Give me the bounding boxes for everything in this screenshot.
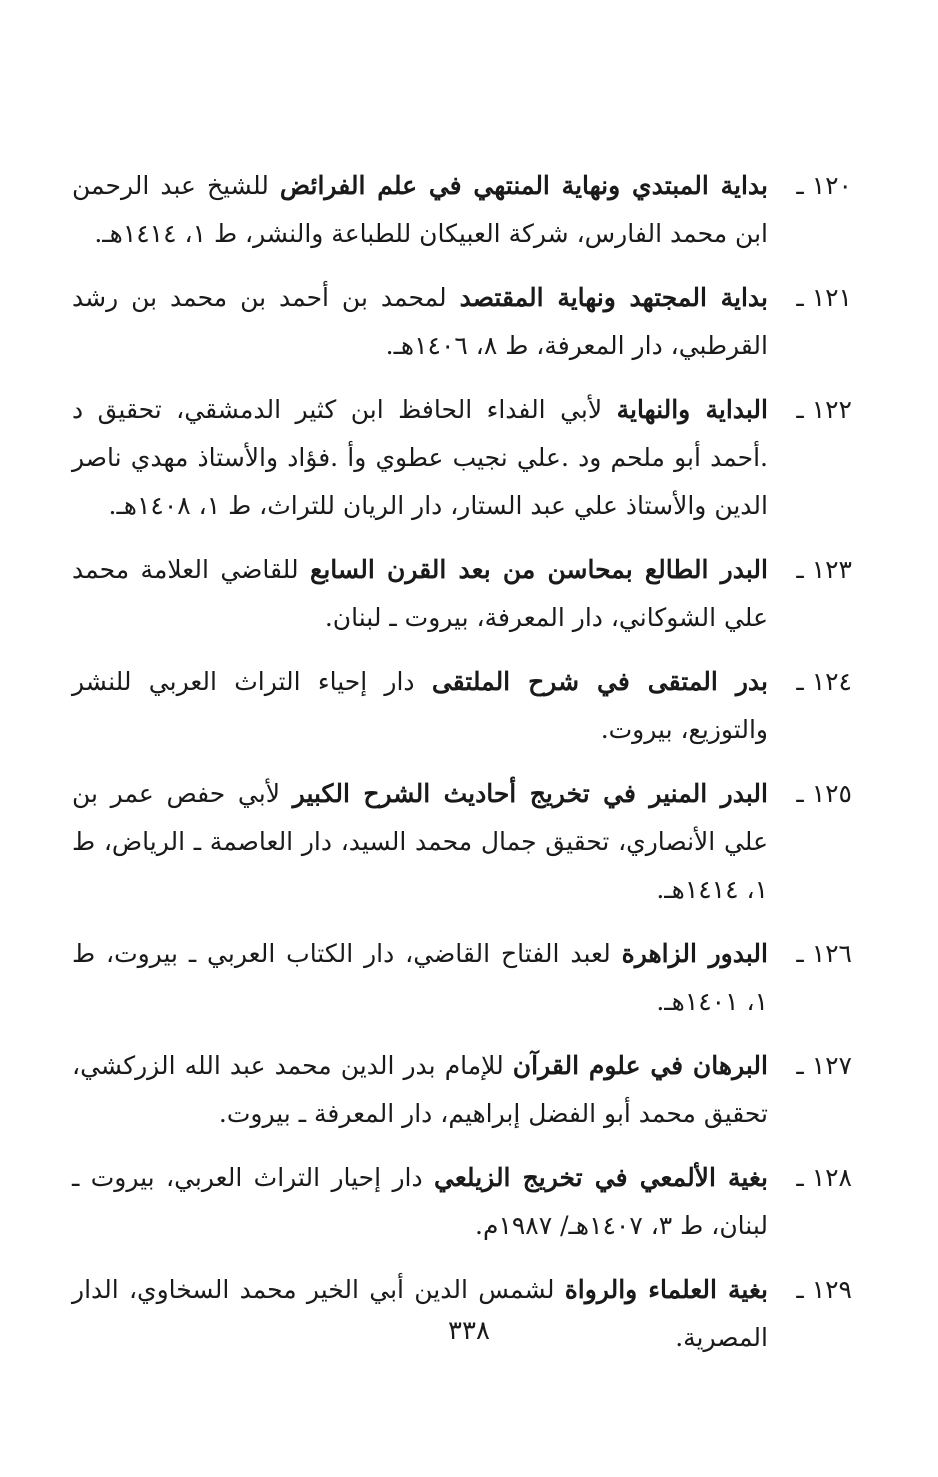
entry-body [72,1042,768,1138]
entry-number: ١٢٤ ـ [796,667,852,696]
entry-title: بغية الألمعي في تخريج الزيلعي [434,1163,768,1192]
entry-body [72,1154,768,1250]
entry-text: للإمام بدر الدين محمد عبد الله الزركشي، تحقيق محمد أبو الفضل إبراهيم، دار المعرفة ـ بيروت. [72,1051,768,1128]
bibliography-list [72,162,852,1378]
entry-body [72,930,768,1026]
bibliography-entry [72,274,852,370]
entry-body [72,546,768,642]
bibliography-entry [72,1042,852,1138]
page-number: ٣٣٨ [448,1316,490,1346]
entry-body [72,162,768,258]
entry-text: دار إحياء التراث العربي للنشر والتوزيع، بيروت. [72,667,768,744]
entry-body [72,386,768,530]
entry-number: ١٢٧ ـ [796,1051,852,1080]
entry-text: للشيخ عبد الرحمن ابن محمد الفارس، شركة العبيكان للطباعة والنشر، ط ١، ١٤١٤هـ. [72,171,768,248]
entry-number: ١٢١ ـ [796,283,852,312]
entry-text: للقاضي العلامة محمد علي الشوكاني، دار المعرفة، بيروت ـ لبنان. [72,555,768,632]
entry-text: لشمس الدين أبي الخير محمد السخاوي، الدار المصرية. [72,1275,768,1352]
bibliography-entry [72,770,852,914]
entry-title: البدر المنير في تخريج أحاديث الشرح الكبير [292,779,768,808]
entry-body [72,658,768,754]
entry-text: لمحمد بن أحمد بن محمد بن رشد القرطبي، دار المعرفة، ط ٨، ١٤٠٦هـ. [72,283,768,360]
entry-number: ١٢٥ ـ [796,779,852,808]
entry-title: بدر المتقى في شرح الملتقى [431,667,768,696]
entry-text: لعبد الفتاح القاضي، دار الكتاب العربي ـ بيروت، ط ١، ١٤٠١هـ. [72,939,768,1016]
entry-title: البداية والنهاية [616,395,768,424]
entry-text: لأبي الفداء الحافظ ابن كثير الدمشقي، تحقيق د .أحمد أبو ملحم ود .علي نجيب عطوي وأ .فؤاد والأستاذ مهدي ناصر الدين والأستاذ علي عبد الستار، دار الريان للتراث، ط ١، ١٤٠٨هـ. [72,395,768,520]
entry-text: لأبي حفص عمر بن علي الأنصاري، تحقيق جمال محمد السيد، دار العاصمة ـ الرياض، ط ١، ١٤١٤هـ. [72,779,768,904]
bibliography-entry [72,658,852,754]
bibliography-entry [72,1266,852,1362]
entry-title: بغية العلماء والرواة [564,1275,768,1304]
bibliography-entry [72,162,852,258]
entry-body [72,1266,768,1362]
entry-title: البدور الزاهرة [621,939,768,968]
entry-number: ١٢٠ ـ [796,171,852,200]
entry-body [72,770,768,914]
bibliography-entry [72,386,852,530]
entry-title: بداية المبتدي ونهاية المنتهي في علم الفرائض [279,171,768,200]
bibliography-entry [72,546,852,642]
entry-number: ١٢٩ ـ [796,1275,852,1304]
entry-body [72,274,768,370]
bibliography-entry [72,930,852,1026]
entry-number: ١٢٦ ـ [796,939,852,968]
entry-number: ١٢٨ ـ [796,1163,852,1192]
entry-title: البرهان في علوم القرآن [512,1051,768,1080]
entry-number: ١٢٢ ـ [796,395,852,424]
entry-title: بداية المجتهد ونهاية المقتصد [459,283,768,312]
entry-title: البدر الطالع بمحاسن من بعد القرن السابع [310,555,768,584]
entry-text: دار إحيار التراث العربي، بيروت ـ لبنان، ط ٣، ١٤٠٧هـ/ ١٩٨٧م. [72,1163,768,1240]
bibliography-entry [72,1154,852,1250]
entry-number: ١٢٣ ـ [796,555,852,584]
